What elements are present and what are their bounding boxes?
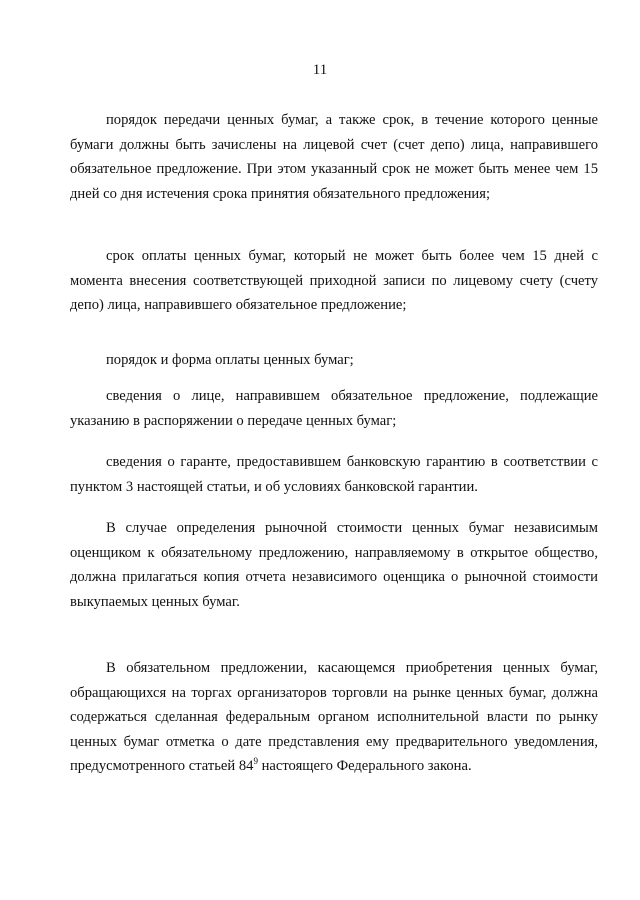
paragraph-regulator-mark — [70, 656, 598, 779]
page-number: 11 — [312, 62, 328, 78]
paragraph-offeror-info — [70, 384, 598, 433]
text-line: должна прилагаться копия отчета независимого оценщика о рыночной стоимости — [70, 569, 598, 585]
text-line: обязательное предложение. При этом указанный срок не может быть менее чем 15 — [70, 161, 598, 177]
text-fragment: настоящего Федерального закона. — [257, 758, 472, 774]
text-line: оценщиком к обязательному предложению, направляемому в открытое общество, — [70, 544, 598, 561]
paragraph-payment-term — [70, 244, 598, 318]
text-line: момента внесения соответствующей приходной записи по лицевому счету (счету — [70, 272, 598, 289]
article-superscript: 9 — [253, 756, 258, 767]
text-line: содержаться сделанная федеральным органом исполнительной власти по рынку — [70, 709, 598, 725]
text-line: выкупаемых ценных бумаг. — [70, 593, 240, 610]
text-line: указанию в распоряжении о передаче ценных бумаг; — [70, 412, 397, 429]
text-line-final — [70, 754, 598, 779]
text-line: срок оплаты ценных бумаг, который не может быть более чем 15 дней с — [106, 248, 598, 264]
text-line: В случае определения рыночной стоимости ценных бумаг независимым — [106, 520, 598, 536]
text-line: бумаги должны быть зачислены на лицевой счет (счет депо) лица, направившего — [70, 136, 598, 153]
text-line: порядок передачи ценных бумаг, а также срок, в течение которого ценные — [106, 112, 598, 128]
paragraph-independent-appraiser — [70, 516, 598, 614]
text-line: ценных бумаг отметка о дате представления ему предварительного уведомления, — [70, 733, 598, 750]
text-line: обращающихся на торгах организаторов торговли на рынке ценных бумаг, должна — [70, 684, 598, 701]
text-line: порядок и форма оплаты ценных бумаг; — [106, 352, 354, 368]
text-line: депо) лица, направившего обязательное предложение; — [70, 297, 407, 313]
paragraph-payment-form — [70, 348, 598, 373]
text-line: сведения о лице, направившем обязательное предложение, подлежащие — [106, 388, 598, 404]
text-fragment: предусмотренного статьей 84 — [70, 758, 254, 774]
paragraph-guarantor-info — [70, 450, 598, 499]
paragraph-transfer-procedure — [70, 108, 598, 206]
text-line: пунктом 3 настоящей статьи, и об условиях банковской гарантии. — [70, 478, 478, 495]
text-line: В обязательном предложении, касающемся приобретения ценных бумаг, — [106, 660, 598, 676]
text-line: дней со дня истечения срока принятия обязательного предложения; — [70, 185, 491, 202]
text-line: сведения о гаранте, предоставившем банковскую гарантию в соответствии с — [106, 454, 598, 470]
